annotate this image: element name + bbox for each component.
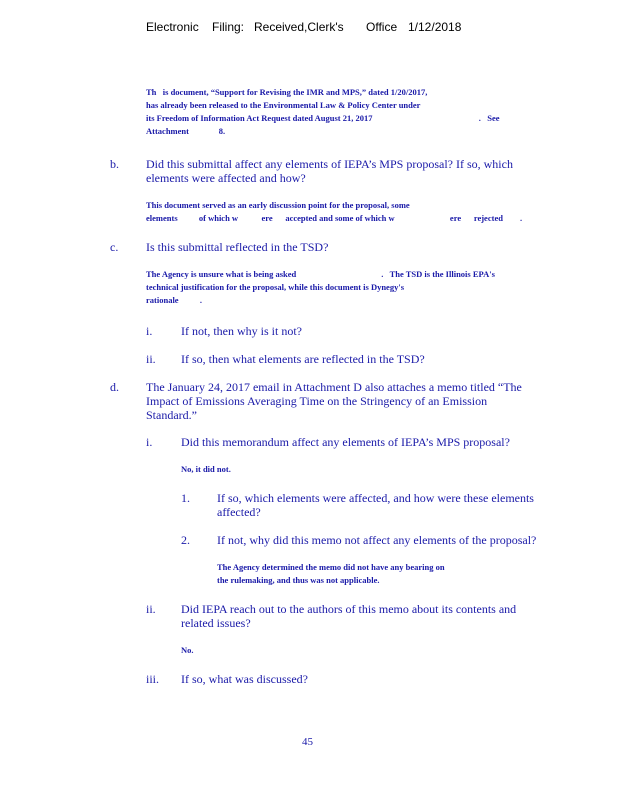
question-c-ii-label: ii. <box>146 352 156 366</box>
header-date: 1/12/2018 <box>408 20 462 34</box>
question-c-i-label: i. <box>146 324 153 338</box>
question-d-ii-line-1: Did IEPA reach out to the authors of this memo about its contents and <box>181 602 517 616</box>
answer-b-line-1: This document served as an early discussion point for the proposal, some <box>146 200 410 210</box>
question-c-i-text: If not, then why is it not? <box>181 324 302 338</box>
answer-d-i-2-line-1: The Agency determined the memo did not have any bearing on <box>217 562 445 572</box>
answer-d-ii: No. <box>181 645 194 655</box>
header-electronic: Electronic <box>146 20 199 34</box>
question-d-i-1-line-1: If so, which elements were affected, and how were these elements <box>217 491 534 505</box>
header-filing: Filing: <box>212 20 245 34</box>
answer-a-line-4: Attachment 8. <box>146 126 226 136</box>
question-b-line-2: elements were affected and how? <box>146 171 306 185</box>
question-d-i-text: Did this memorandum affect any elements of IEPA’s MPS proposal? <box>181 435 510 449</box>
question-b-line-1: Did this submittal affect any elements of IEPA’s MPS proposal? If so, which <box>146 157 513 171</box>
answer-b-line-2: elements of which w ere accepted and some of which w ere rejected . <box>146 213 523 223</box>
question-c-text: Is this submittal reflected in the TSD? <box>146 240 329 254</box>
question-d-label: d. <box>110 380 119 394</box>
question-d-i-label: i. <box>146 435 153 449</box>
header-office: Office <box>366 20 398 34</box>
question-d-line-1: The January 24, 2017 email in Attachment D also attaches a memo titled “The <box>146 380 522 394</box>
question-d-i-2-text: If not, why did this memo not affect any elements of the proposal? <box>217 533 537 547</box>
answer-a-line-3: its Freedom of Information Act Request dated August 21, 2017 . See <box>146 113 500 123</box>
answer-c-line-2: technical justification for the proposal, while this document is Dynegy's <box>146 282 404 292</box>
question-d-iii-text: If so, what was discussed? <box>181 672 308 686</box>
question-b-label: b. <box>110 157 119 171</box>
question-c-ii-text: If so, then what elements are reflected in the TSD? <box>181 352 425 366</box>
header-received: Received,Clerk's <box>254 20 344 34</box>
answer-d-i: No, it did not. <box>181 464 231 474</box>
question-d-i-1-label: 1. <box>181 491 190 505</box>
answer-a-line-1: Th is document, “Support for Revising the IMR and MPS,” dated 1/20/2017, <box>146 87 428 97</box>
question-d-i-1-line-2: affected? <box>217 505 261 519</box>
question-c-label: c. <box>110 240 119 254</box>
answer-c-line-1: The Agency is unsure what is being asked . The TSD is the Illinois EPA's <box>146 269 495 279</box>
question-d-line-3: Standard.” <box>146 408 197 422</box>
question-d-iii-label: iii. <box>146 672 160 686</box>
answer-c-line-3: rationale . <box>146 295 202 305</box>
answer-d-i-2-line-2: the rulemaking, and thus was not applicable. <box>217 575 380 585</box>
filing-header <box>146 20 461 34</box>
question-d-ii-label: ii. <box>146 602 156 616</box>
question-d-line-2: Impact of Emissions Averaging Time on the Stringency of an Emission <box>146 394 488 408</box>
question-d-i-2-label: 2. <box>181 533 190 547</box>
answer-a-line-2: has already been released to the Environmental Law & Policy Center under <box>146 100 421 110</box>
page-number: 45 <box>302 736 313 748</box>
question-d-ii-line-2: related issues? <box>181 616 251 630</box>
